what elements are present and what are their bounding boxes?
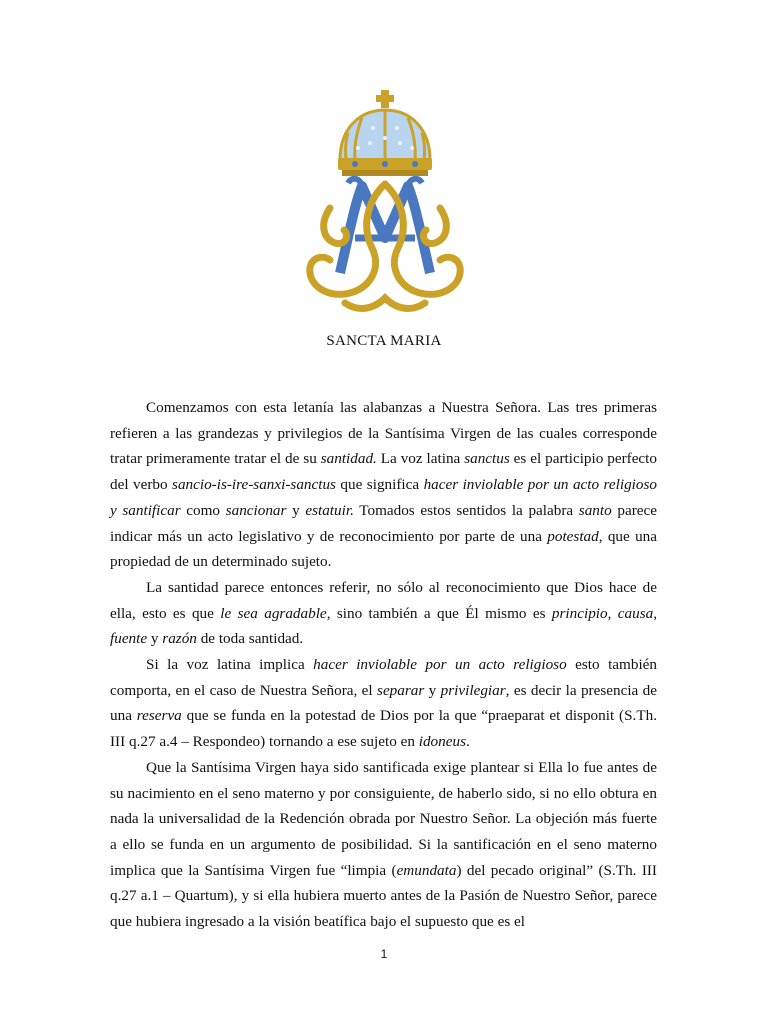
paragraph <box>110 755 657 935</box>
text-run: , <box>653 604 658 622</box>
text-run: parece indicar más un acto legislativo y de reconocimiento por parte de una <box>110 501 657 545</box>
text-run: , es decir la presencia de una <box>110 681 658 725</box>
text-run: Tomados estos sentidos la palabra <box>353 501 579 519</box>
italic-run: reserva <box>136 707 182 725</box>
italic-run: potestad <box>547 527 599 545</box>
text-run: . <box>465 733 470 751</box>
italic-run: le sea agradable <box>220 604 327 622</box>
text-run: que significa <box>335 476 424 494</box>
text-run: esto también comporta, en el caso de Nuestra Señora, el <box>110 656 658 699</box>
document-title: SANCTA MARIA <box>326 333 442 349</box>
text-run: Comenzamos con esta letanía las alabanzas a Nuestra Señora. Las tres primeras refieren a las grandezas y privilegios de la Santísima Virgen de las cuales corresponde tratar primeramente tratar el de su <box>110 399 657 468</box>
text-run: , <box>607 604 618 622</box>
italic-run: sancio-is-ire-sanxi-sanctus <box>172 476 336 494</box>
text-run: Si la voz latina implica <box>146 656 314 674</box>
italic-run: separar <box>377 681 425 699</box>
paragraph <box>110 395 657 575</box>
page-number: 1 <box>380 947 388 961</box>
body-text <box>110 395 657 935</box>
italic-run: hacer inviolable por un acto religioso y santificar <box>110 476 657 519</box>
text-run: como <box>180 501 226 519</box>
text-run: La santidad parece entonces referir, no sólo al reconocimiento que Dios hace de ella, esto es que <box>110 578 657 622</box>
paragraph <box>110 575 657 652</box>
text-run: de toda santidad. <box>196 630 304 648</box>
text-run: , que una propiedad de un determinado sujeto. <box>110 527 657 571</box>
text-run: y <box>286 501 306 519</box>
italic-run: fuente <box>110 630 148 648</box>
crown-cross <box>376 90 394 108</box>
italic-run: santo <box>578 501 612 519</box>
text-run: Que la Santísima Virgen haya sido santificada exige plantear si Ella lo fue antes de su nacimiento en el seno materno y por consiguiente, de haberlo sido, si no ello obtura en nada la universalidad de la Redención obrada por Nuestro Señor. La objeción más fuerte a ello se funda en un argumento de posibilidad. Si la santificación en el seno materno implica que la Santísima Virgen fue “limpia ( <box>110 758 657 879</box>
italic-run: sancionar <box>225 501 287 519</box>
italic-run: principio <box>551 604 608 622</box>
text-run: que se funda en la potestad de Dios por la que “praeparat et disponit (S.Th. III q.27 a.4 – Respondeo) tornando a ese sujeto en <box>110 707 657 751</box>
text-run: , sino también a que Él mismo es <box>326 604 552 622</box>
italic-run: razón <box>162 630 197 648</box>
italic-run: estatuir. <box>305 501 354 519</box>
text-run: y <box>147 630 163 648</box>
monogram-m <box>340 186 430 273</box>
italic-run: privilegiar <box>440 681 506 699</box>
italic-run: causa <box>617 604 654 622</box>
text-run: es el participio perfecto del verbo <box>110 450 657 494</box>
text-run: ) del pecado original” (S.Th. III q.27 a.1 – Quartum), y si ella hubiera muerto antes de la Pasión de Nuestro Señor, parece que hubiera ingresado a la visión beatífica bajo el supuesto que es el <box>110 861 657 931</box>
italic-run: hacer inviolable por un acto religioso <box>313 656 567 674</box>
gold-flourishes <box>310 184 460 308</box>
italic-run: santidad. <box>320 450 377 468</box>
text-run: y <box>424 681 441 699</box>
italic-run: emundata <box>396 861 457 879</box>
paragraph <box>110 652 657 755</box>
text-run: La voz latina <box>376 450 465 468</box>
italic-run: idoneus <box>418 733 466 751</box>
italic-run: sanctus <box>464 450 510 468</box>
crowned-marian-monogram-icon <box>300 88 470 320</box>
